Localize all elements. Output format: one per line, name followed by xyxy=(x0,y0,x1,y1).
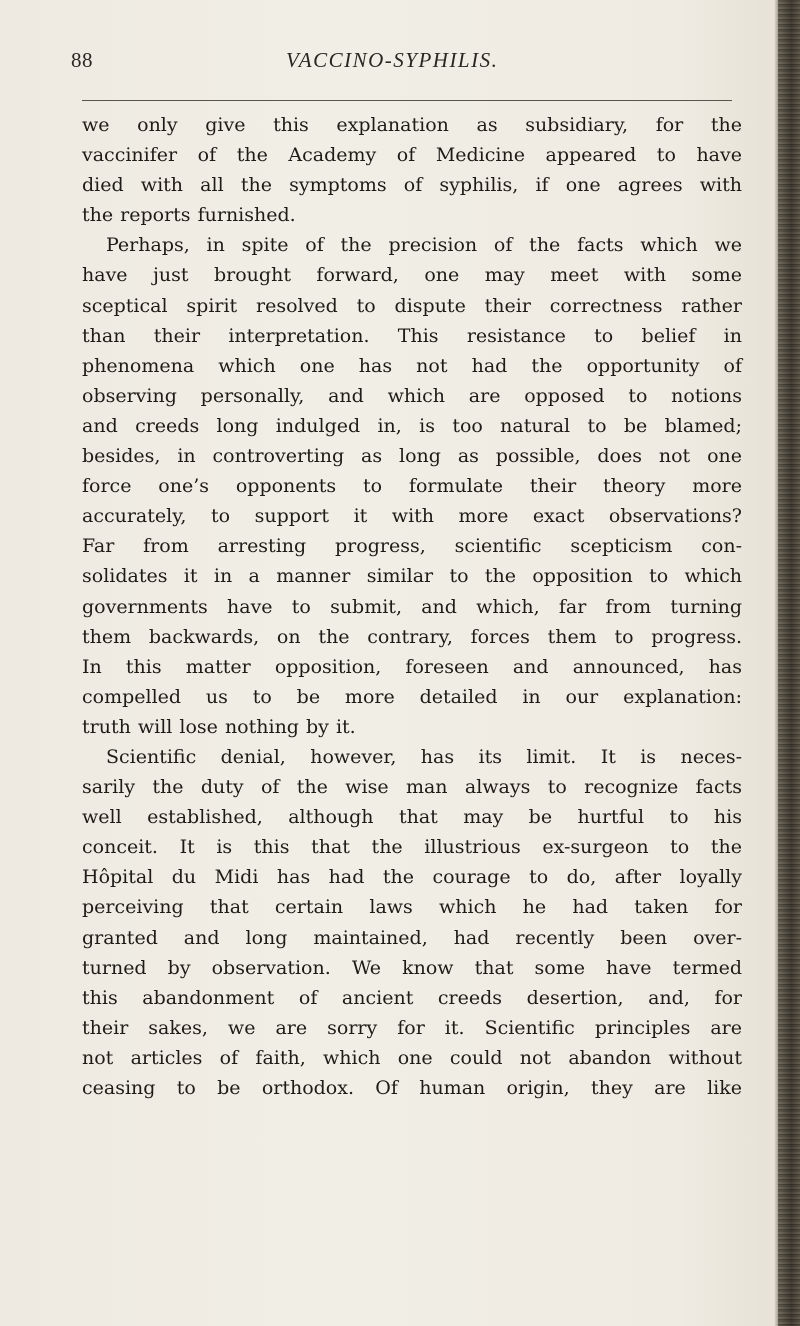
text-line: than their interpretation. This resistance to belief in xyxy=(82,324,742,347)
text-line: Far from arresting progress, scientific scepticism con- xyxy=(82,535,742,558)
text-line: and creeds long indulged in, is too natural to be blamed; xyxy=(82,414,742,437)
text-line: conceit. It is this that the illustrious ex-surgeon to the xyxy=(82,836,742,859)
text-line: them backwards, on the contrary, forces them to progress. xyxy=(82,625,742,648)
header-rule xyxy=(82,100,732,101)
text-line: governments have to submit, and which, far from turning xyxy=(82,595,742,618)
text-line: died with all the symptoms of syphilis, if one agrees with xyxy=(82,174,742,197)
text-line: Scientific denial, however, has its limit. It is neces- xyxy=(106,745,742,768)
text-line: truth will lose nothing by it. xyxy=(82,715,356,738)
text-line: this abandonment of ancient creeds desertion, and, for xyxy=(82,986,742,1009)
text-line: solidates it in a manner similar to the opposition to which xyxy=(82,565,742,588)
text-line: the reports furnished. xyxy=(82,204,296,227)
text-line: ceasing to be orthodox. Of human origin, they are like xyxy=(82,1077,742,1099)
text-line: In this matter opposition, foreseen and announced, has xyxy=(82,655,742,678)
text-line: Perhaps, in spite of the precision of the facts which we xyxy=(106,234,742,257)
text-line: accurately, to support it with more exact observations? xyxy=(82,505,742,528)
text-line: phenomena which one has not had the opportunity of xyxy=(82,354,742,377)
text-line: perceiving that certain laws which he had taken for xyxy=(82,896,742,919)
text-line: not articles of faith, which one could not abandon without xyxy=(82,1046,742,1069)
body-text xyxy=(82,110,742,1103)
page-binding-edge xyxy=(778,0,800,1326)
text-line: well established, although that may be hurtful to his xyxy=(82,806,742,829)
text-line: force one’s opponents to formulate their theory more xyxy=(82,475,742,498)
text-line: vaccinifer of the Academy of Medicine appeared to have xyxy=(82,144,742,167)
text-line: Hôpital du Midi has had the courage to do, after loyally xyxy=(82,866,742,889)
text-line: sceptical spirit resolved to dispute their correctness rather xyxy=(82,294,742,317)
text-line: compelled us to be more detailed in our explanation: xyxy=(82,685,742,708)
text-line: their sakes, we are sorry for it. Scientific principles are xyxy=(82,1016,742,1039)
text-line: observing personally, and which are opposed to notions xyxy=(82,384,742,407)
text-line: we only give this explanation as subsidiary, for the xyxy=(82,114,742,136)
text-line: have just brought forward, one may meet with some xyxy=(82,264,742,287)
text-line: sarily the duty of the wise man always to recognize facts xyxy=(82,776,742,799)
page-number: 88 xyxy=(71,48,93,72)
text-line: turned by observation. We know that some have termed xyxy=(82,956,742,979)
text-line: besides, in controverting as long as possible, does not one xyxy=(82,445,742,468)
page-header xyxy=(0,42,800,82)
running-title: VACCINO-SYPHILIS. xyxy=(286,48,499,72)
text-line: granted and long maintained, had recently been over- xyxy=(82,926,742,949)
